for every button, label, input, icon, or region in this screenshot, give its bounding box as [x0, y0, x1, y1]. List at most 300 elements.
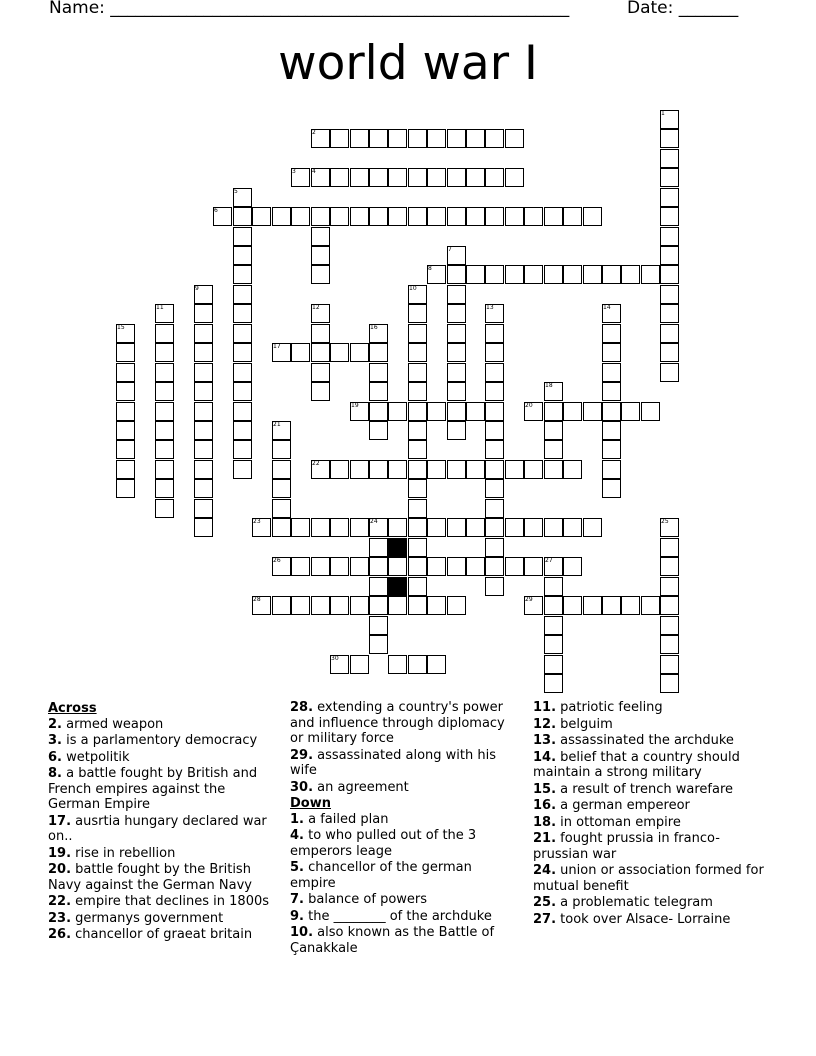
grid-cell[interactable] [427, 460, 446, 479]
grid-cell[interactable] [350, 460, 369, 479]
grid-cell[interactable] [408, 129, 427, 148]
clue-item [533, 863, 773, 894]
grid-cell[interactable] [641, 265, 660, 284]
grid-cell[interactable] [427, 518, 446, 537]
grid-cell[interactable] [252, 207, 271, 226]
grid-cell[interactable] [350, 129, 369, 148]
grid-cell[interactable] [485, 499, 504, 518]
grid-cell[interactable] [233, 207, 252, 226]
grid-cell[interactable] [369, 596, 388, 615]
grid-cell[interactable] [388, 402, 407, 421]
grid-cell[interactable] [466, 168, 485, 187]
clue-number: 14 [603, 304, 611, 311]
grid-cell[interactable] [330, 343, 349, 362]
grid-cell[interactable] [233, 343, 252, 362]
grid-cell[interactable] [291, 207, 310, 226]
grid-cell[interactable] [660, 324, 679, 343]
grid-cell[interactable] [408, 557, 427, 576]
grid-cell[interactable] [621, 265, 640, 284]
clue-item-text: wetpolitik [61, 749, 130, 765]
grid-cell[interactable] [388, 460, 407, 479]
grid-cell[interactable] [485, 382, 504, 401]
grid-cell[interactable] [194, 479, 213, 498]
grid-cell[interactable] [408, 479, 427, 498]
grid-cell[interactable] [602, 402, 621, 421]
grid-cell[interactable] [369, 421, 388, 440]
grid-cell[interactable] [408, 168, 427, 187]
grid-cell[interactable] [194, 304, 213, 323]
clue-number: 1 [661, 110, 665, 117]
grid-cell[interactable] [660, 635, 679, 654]
clue-item-number: 30. [290, 779, 314, 795]
grid-cell[interactable] [660, 265, 679, 284]
grid-cell[interactable] [563, 402, 582, 421]
grid-cell[interactable] [641, 402, 660, 421]
grid-cell[interactable] [350, 518, 369, 537]
grid-cell[interactable] [485, 207, 504, 226]
grid-cell[interactable] [583, 518, 602, 537]
grid-cell[interactable] [602, 343, 621, 362]
grid-cell[interactable] [116, 479, 135, 498]
grid-cell[interactable] [369, 402, 388, 421]
grid-cell[interactable] [233, 324, 252, 343]
grid-cell[interactable] [485, 538, 504, 557]
grid-cell[interactable] [233, 363, 252, 382]
grid-cell[interactable] [350, 343, 369, 362]
grid-cell[interactable] [660, 557, 679, 576]
grid-cell[interactable] [116, 363, 135, 382]
grid-cell[interactable] [427, 655, 446, 674]
grid-cell[interactable] [447, 557, 466, 576]
grid-cell[interactable] [291, 557, 310, 576]
clue-item-text: the ________ of the archduke [303, 908, 492, 924]
grid-cell[interactable] [544, 518, 563, 537]
grid-cell[interactable] [505, 207, 524, 226]
grid-cell[interactable] [369, 460, 388, 479]
grid-cell[interactable] [330, 207, 349, 226]
grid-cell[interactable] [583, 402, 602, 421]
clue-item-number: 13. [533, 733, 557, 748]
grid-cell[interactable] [408, 460, 427, 479]
clue-item-text: fought prussia in franco-prussian war [533, 831, 720, 862]
grid-cell[interactable] [505, 129, 524, 148]
grid-cell[interactable] [544, 402, 563, 421]
grid-cell[interactable] [369, 343, 388, 362]
clue-item-text: assassinated the archduke [556, 733, 734, 748]
clue-item-number: 15. [533, 781, 557, 797]
grid-cell[interactable] [485, 557, 504, 576]
grid-cell[interactable] [602, 596, 621, 615]
grid-cell[interactable] [311, 227, 330, 246]
grid-cell[interactable] [660, 188, 679, 207]
grid-cell[interactable] [388, 655, 407, 674]
grid-cell[interactable] [311, 265, 330, 284]
grid-cell[interactable] [447, 460, 466, 479]
grid-cell[interactable] [485, 129, 504, 148]
grid-cell[interactable] [408, 655, 427, 674]
grid-cell[interactable] [660, 596, 679, 615]
grid-cell[interactable] [660, 655, 679, 674]
grid-cell[interactable] [369, 382, 388, 401]
grid-cell[interactable] [544, 265, 563, 284]
grid-cell[interactable] [505, 265, 524, 284]
grid-cell[interactable] [291, 518, 310, 537]
clue-item [48, 846, 273, 862]
grid-cell[interactable] [311, 382, 330, 401]
grid-cell[interactable] [311, 518, 330, 537]
grid-cell[interactable] [447, 304, 466, 323]
grid-cell[interactable] [563, 518, 582, 537]
clue-item [290, 700, 518, 747]
clue-item [48, 927, 273, 943]
grid-cell[interactable] [233, 402, 252, 421]
grid-cell[interactable] [388, 129, 407, 148]
across-heading: Across [48, 701, 97, 716]
clue-item-number: 27. [533, 911, 557, 927]
grid-cell[interactable] [621, 402, 640, 421]
grid-cell[interactable] [485, 460, 504, 479]
grid-cell[interactable] [583, 207, 602, 226]
grid-cell[interactable] [660, 168, 679, 187]
grid-cell[interactable] [233, 440, 252, 459]
grid-cell[interactable] [330, 557, 349, 576]
grid-cell[interactable] [155, 343, 174, 362]
grid-cell[interactable] [233, 382, 252, 401]
grid-cell[interactable] [524, 518, 543, 537]
grid-cell[interactable] [311, 343, 330, 362]
grid-cell[interactable] [311, 596, 330, 615]
grid-cell[interactable] [505, 168, 524, 187]
grid-cell[interactable] [311, 207, 330, 226]
grid-cell[interactable] [408, 207, 427, 226]
grid-cell[interactable] [544, 460, 563, 479]
grid-cell[interactable] [272, 207, 291, 226]
grid-cell[interactable] [369, 635, 388, 654]
grid-cell[interactable] [544, 596, 563, 615]
grid-cell[interactable] [485, 363, 504, 382]
grid-cell[interactable] [388, 518, 407, 537]
grid-cell[interactable] [466, 402, 485, 421]
clue-item [48, 766, 273, 813]
grid-cell[interactable] [427, 557, 446, 576]
grid-cell[interactable] [194, 440, 213, 459]
grid-cell[interactable] [505, 460, 524, 479]
grid-cell[interactable] [447, 324, 466, 343]
grid-cell[interactable] [485, 343, 504, 362]
grid-cell[interactable] [155, 440, 174, 459]
grid-cell[interactable] [544, 674, 563, 693]
grid-cell[interactable] [447, 402, 466, 421]
clue-item [48, 717, 273, 733]
grid-cell[interactable] [660, 129, 679, 148]
clue-item-text: battle fought by the British Navy against the German Navy [48, 862, 252, 893]
clue-item-number: 6. [48, 749, 62, 765]
grid-cell[interactable] [485, 518, 504, 537]
grid-cell[interactable] [369, 538, 388, 557]
clue-item-number: 16. [533, 798, 557, 813]
grid-cell[interactable] [291, 343, 310, 362]
grid-cell[interactable] [408, 499, 427, 518]
grid-cell[interactable] [291, 596, 310, 615]
grid-cell[interactable] [544, 616, 563, 635]
grid-cell[interactable] [583, 265, 602, 284]
clue-item [533, 798, 773, 814]
grid-cell[interactable] [272, 440, 291, 459]
grid-cell[interactable] [466, 557, 485, 576]
grid-cell[interactable] [311, 324, 330, 343]
grid-cell[interactable] [116, 421, 135, 440]
grid-cell[interactable] [155, 363, 174, 382]
grid-cell[interactable] [602, 440, 621, 459]
clue-item [48, 911, 273, 927]
grid-cell[interactable] [660, 363, 679, 382]
grid-cell[interactable] [233, 460, 252, 479]
grid-cell[interactable] [350, 207, 369, 226]
clue-item [48, 862, 273, 893]
grid-cell[interactable] [427, 207, 446, 226]
grid-cell[interactable] [485, 440, 504, 459]
grid-cell[interactable] [524, 460, 543, 479]
grid-cell[interactable] [544, 421, 563, 440]
grid-cell[interactable] [524, 207, 543, 226]
grid-cell[interactable] [466, 129, 485, 148]
grid-cell[interactable] [408, 440, 427, 459]
grid-cell[interactable] [485, 421, 504, 440]
grid-cell[interactable] [427, 129, 446, 148]
grid-cell[interactable] [602, 479, 621, 498]
grid-cell[interactable] [116, 460, 135, 479]
grid-cell[interactable] [583, 596, 602, 615]
grid-cell[interactable] [194, 402, 213, 421]
clue-item-number: 19. [48, 845, 72, 861]
grid-cell[interactable] [330, 518, 349, 537]
grid-cell[interactable] [388, 168, 407, 187]
grid-cell[interactable] [485, 402, 504, 421]
grid-cell[interactable] [350, 557, 369, 576]
grid-cell[interactable] [602, 265, 621, 284]
grid-cell[interactable] [408, 304, 427, 323]
grid-cell[interactable] [194, 343, 213, 362]
grid-cell[interactable] [330, 168, 349, 187]
grid-cell[interactable] [602, 324, 621, 343]
clue-number: 9 [195, 285, 199, 292]
grid-cell[interactable] [233, 265, 252, 284]
grid-cell[interactable] [194, 324, 213, 343]
clue-item [48, 814, 273, 845]
grid-cell[interactable] [408, 382, 427, 401]
grid-cell[interactable] [447, 285, 466, 304]
grid-cell[interactable] [408, 402, 427, 421]
grid-cell[interactable] [408, 596, 427, 615]
grid-cell[interactable] [563, 596, 582, 615]
grid-cell[interactable] [660, 577, 679, 596]
grid-cell[interactable] [194, 499, 213, 518]
grid-cell[interactable] [408, 421, 427, 440]
clue-item-number: 14. [533, 749, 557, 765]
grid-cell[interactable] [233, 421, 252, 440]
date-field[interactable]: Date: _______ [627, 0, 739, 18]
grid-cell[interactable] [369, 129, 388, 148]
grid-cell[interactable] [485, 324, 504, 343]
clue-number: 10 [409, 285, 417, 292]
grid-cell[interactable] [272, 499, 291, 518]
grid-cell[interactable] [485, 265, 504, 284]
grid-cell[interactable] [466, 207, 485, 226]
grid-cell[interactable] [563, 557, 582, 576]
grid-cell[interactable] [311, 557, 330, 576]
grid-cell[interactable] [660, 207, 679, 226]
grid-cell[interactable] [485, 577, 504, 596]
clue-item [533, 717, 773, 733]
grid-cell[interactable] [447, 207, 466, 226]
grid-cell[interactable] [505, 557, 524, 576]
grid-cell[interactable] [350, 168, 369, 187]
grid-cell[interactable] [524, 265, 543, 284]
grid-cell[interactable] [447, 382, 466, 401]
grid-cell[interactable] [155, 402, 174, 421]
grid-cell[interactable] [155, 479, 174, 498]
grid-cell[interactable] [194, 421, 213, 440]
grid-cell[interactable] [272, 518, 291, 537]
grid-cell[interactable] [194, 363, 213, 382]
grid-cell[interactable] [660, 285, 679, 304]
grid-cell[interactable] [447, 596, 466, 615]
grid-cell[interactable] [602, 382, 621, 401]
grid-cell[interactable] [447, 265, 466, 284]
grid-cell[interactable] [233, 285, 252, 304]
grid-cell[interactable] [233, 304, 252, 323]
grid-cell[interactable] [563, 460, 582, 479]
grid-cell[interactable] [447, 363, 466, 382]
grid-cell[interactable] [369, 168, 388, 187]
grid-cell[interactable] [660, 343, 679, 362]
grid-cell[interactable] [621, 596, 640, 615]
grid-cell[interactable] [466, 265, 485, 284]
grid-cell[interactable] [408, 324, 427, 343]
grid-cell[interactable] [505, 518, 524, 537]
grid-cell[interactable] [544, 207, 563, 226]
clue-item-text: chancellor of the german empire [290, 860, 472, 891]
grid-cell[interactable] [194, 518, 213, 537]
grid-cell[interactable] [116, 382, 135, 401]
grid-cell[interactable] [408, 343, 427, 362]
grid-cell[interactable] [524, 557, 543, 576]
grid-cell[interactable] [660, 227, 679, 246]
grid-cell[interactable] [660, 246, 679, 265]
clue-item-text: rise in rebellion [71, 845, 176, 861]
grid-cell[interactable] [272, 479, 291, 498]
grid-cell[interactable] [369, 363, 388, 382]
grid-cell[interactable] [311, 246, 330, 265]
grid-cell[interactable] [194, 460, 213, 479]
grid-cell[interactable] [485, 479, 504, 498]
grid-cell[interactable] [116, 440, 135, 459]
clue-item [533, 895, 773, 911]
grid-cell[interactable] [563, 265, 582, 284]
grid-cell[interactable] [466, 460, 485, 479]
grid-cell[interactable] [447, 129, 466, 148]
grid-cell[interactable] [369, 577, 388, 596]
grid-cell[interactable] [427, 168, 446, 187]
grid-cell[interactable] [388, 596, 407, 615]
grid-cell[interactable] [544, 635, 563, 654]
grid-cell[interactable] [350, 596, 369, 615]
grid-cell[interactable] [233, 227, 252, 246]
grid-cell[interactable] [155, 460, 174, 479]
clue-number: 5 [234, 188, 238, 195]
grid-cell[interactable] [408, 363, 427, 382]
grid-cell[interactable] [544, 577, 563, 596]
grid-cell[interactable] [427, 402, 446, 421]
clue-item [290, 925, 518, 956]
grid-cell[interactable] [447, 421, 466, 440]
clue-item-number: 29. [290, 747, 314, 763]
clue-number: 13 [486, 304, 494, 311]
grid-cell[interactable] [272, 596, 291, 615]
grid-cell[interactable] [155, 421, 174, 440]
clue-item-text: chancellor of graeat britain [71, 927, 253, 942]
grid-cell[interactable] [602, 460, 621, 479]
grid-cell[interactable] [660, 538, 679, 557]
grid-cell[interactable] [427, 596, 446, 615]
clue-item [533, 733, 773, 749]
grid-cell[interactable] [272, 460, 291, 479]
grid-cell[interactable] [602, 363, 621, 382]
grid-cell[interactable] [311, 363, 330, 382]
grid-cell[interactable] [116, 343, 135, 362]
grid-cell[interactable] [330, 596, 349, 615]
grid-cell[interactable] [408, 538, 427, 557]
grid-cell[interactable] [155, 499, 174, 518]
grid-cell[interactable] [544, 655, 563, 674]
grid-cell[interactable] [408, 577, 427, 596]
grid-cell[interactable] [660, 149, 679, 168]
clue-item-number: 25. [533, 895, 557, 910]
grid-cell[interactable] [660, 674, 679, 693]
grid-cell[interactable] [194, 382, 213, 401]
grid-cell[interactable] [369, 207, 388, 226]
grid-cell[interactable] [408, 518, 427, 537]
grid-cell[interactable] [330, 129, 349, 148]
grid-cell[interactable] [447, 168, 466, 187]
grid-cell[interactable] [602, 421, 621, 440]
grid-cell[interactable] [563, 207, 582, 226]
grid-cell[interactable] [369, 616, 388, 635]
clue-item-number: 24. [533, 863, 557, 878]
name-field[interactable]: Name: ______________________________________________________ [49, 0, 570, 18]
grid-cell[interactable] [466, 518, 485, 537]
grid-cell[interactable] [369, 557, 388, 576]
grid-cell[interactable] [155, 382, 174, 401]
clue-item [533, 782, 773, 798]
grid-cell[interactable] [447, 343, 466, 362]
grid-cell[interactable] [330, 460, 349, 479]
clue-item-text: also known as the Battle of Çanakkale [290, 925, 495, 956]
grid-cell[interactable] [660, 616, 679, 635]
grid-cell[interactable] [233, 246, 252, 265]
grid-cell[interactable] [544, 440, 563, 459]
grid-cell[interactable] [660, 304, 679, 323]
grid-cell[interactable] [641, 596, 660, 615]
grid-cell[interactable] [485, 168, 504, 187]
grid-cell[interactable] [447, 518, 466, 537]
grid-cell[interactable] [116, 402, 135, 421]
grid-cell[interactable] [350, 655, 369, 674]
clue-item [48, 750, 273, 766]
grid-cell[interactable] [388, 557, 407, 576]
grid-cell[interactable] [388, 207, 407, 226]
grid-cell[interactable] [155, 324, 174, 343]
